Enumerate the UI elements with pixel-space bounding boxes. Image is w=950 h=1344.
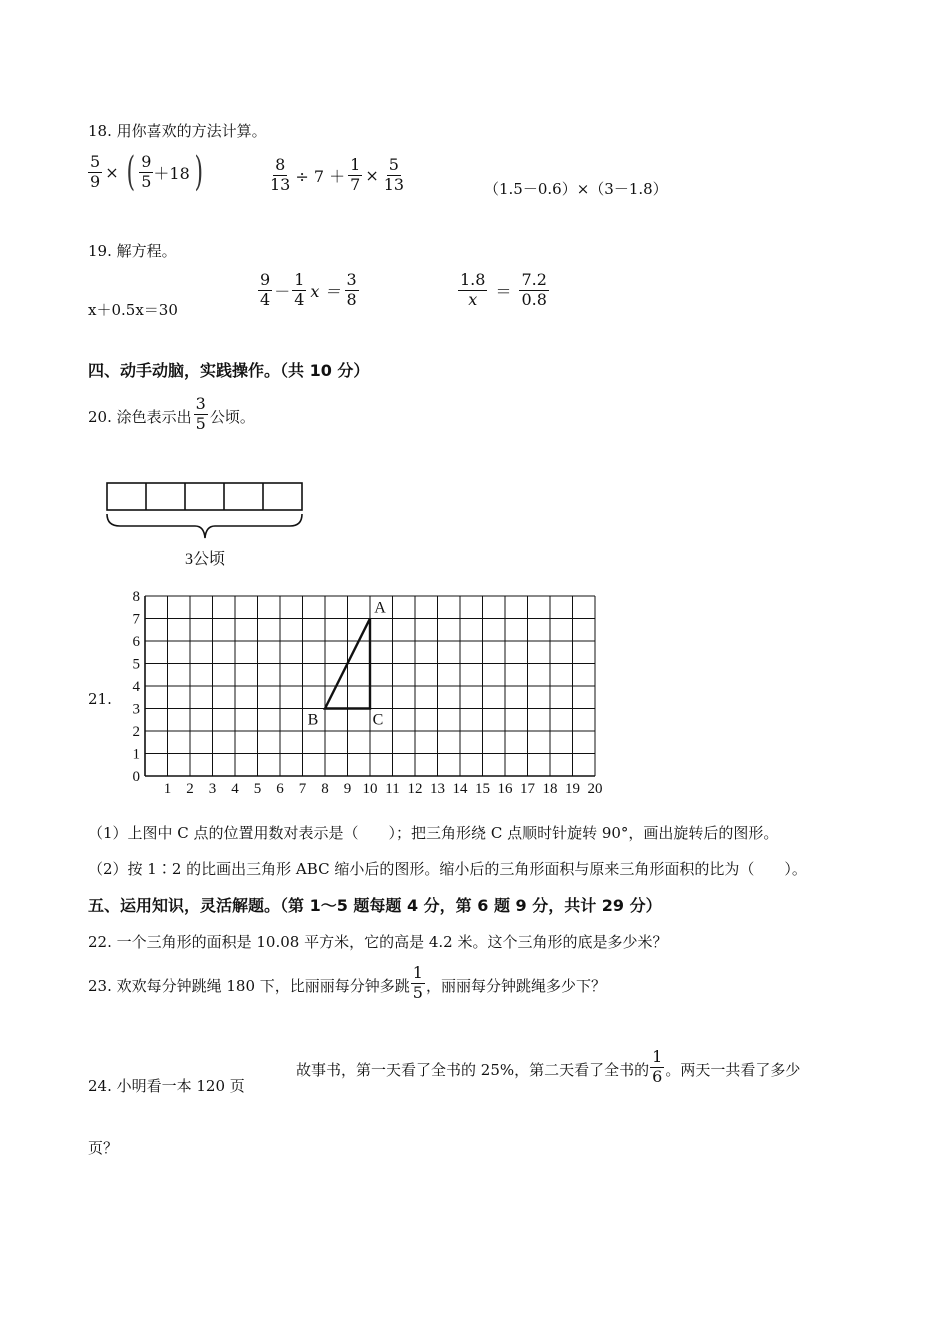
fraction: $\frac{9}{4}$: [260, 270, 271, 309]
y-tick-label: 1: [132, 746, 140, 763]
x-tick-label: 15: [475, 781, 490, 797]
strip-boxes: [107, 483, 302, 510]
x-tick-label: 5: [253, 781, 262, 797]
fraction: $\frac{1}{6}$: [652, 1047, 663, 1086]
y-axis-ticks: [133, 589, 141, 785]
brace-label: 3公顷: [184, 551, 226, 568]
q24-text-part4: 页？: [88, 1139, 119, 1157]
x-tick-label: 4: [231, 781, 239, 797]
q18-expression-2: [268, 157, 406, 194]
operator: ＋18: [153, 163, 190, 183]
vertex-label-b: B: [307, 711, 319, 729]
fraction: $\frac{3}{5}$: [195, 394, 206, 433]
vertex-label-a: A: [374, 599, 386, 617]
paren-open: (: [126, 149, 135, 195]
x-tick-label: 18: [542, 781, 558, 797]
y-tick-label: 8: [132, 589, 140, 605]
operator: ÷ 7 ＋: [295, 166, 346, 186]
x-tick-label: 16: [497, 781, 513, 797]
fraction: $\frac{5}{13}$: [383, 155, 405, 194]
q24-text-part1: 24. 小明看一本 120 页: [88, 1077, 245, 1095]
fraction: $\frac{9}{5}$: [141, 151, 152, 191]
x-tick-label: 8: [321, 781, 329, 797]
fraction: $\frac{8}{13}$: [270, 155, 291, 194]
section-4-title: 四、动手动脑，实践操作。（共 10 分）: [88, 361, 370, 380]
paren-close: ): [194, 149, 203, 195]
q19-equation-1: x＋0.5x＝30: [88, 301, 178, 319]
q21-sub-question-1: （1）上图中 C 点的位置用数对表示是（ ）；把三角形绕 C 点顺时针旋转 90°，画出旋转后的图形。: [88, 824, 779, 842]
q19-equation-3: [458, 272, 549, 309]
x-axis-ticks: [164, 781, 603, 797]
y-tick-label: 4: [132, 679, 140, 695]
y-tick-label: 2: [132, 724, 140, 740]
q22-text: 22. 一个三角形的面积是 10.08 平方米，它的高是 4.2 米。这个三角形的底是多少米？: [88, 933, 668, 951]
x-tick-label: 2: [186, 781, 194, 797]
x-tick-label: 12: [407, 781, 423, 797]
x-tick-label: 6: [276, 781, 284, 797]
fraction: $\frac{1}{7}$: [350, 155, 361, 194]
fraction: $\frac{1}{4}$: [294, 270, 305, 309]
operator: x ＝: [310, 281, 341, 301]
fraction: $\frac{1.8}{x}$: [460, 270, 486, 309]
strip-outline: [107, 483, 302, 510]
operator: －: [274, 281, 291, 301]
hectare-strip-diagram: [100, 478, 315, 573]
q24-text-part2: 故事书，第一天看了全书的 25%，第二天看了全书的 $\frac{1}{6}$ 。两天一共看了多少: [296, 1047, 801, 1086]
x-tick-label: 1: [163, 781, 172, 797]
section-5-title: 五、运用知识，灵活解题。（第 1～5 题每题 4 分，第 6 题 9 分，共计 29 分）: [88, 896, 662, 915]
y-tick-label: 0: [132, 769, 140, 785]
q21-sub-question-2: （2）按 1∶2 的比画出三角形 ABC 缩小后的图形。缩小后的三角形面积与原来三角形面积的比为（ ）。: [88, 860, 807, 878]
x-tick-label: 10: [362, 781, 378, 797]
q23-text: 23. 欢欢每分钟跳绳 180 下，比丽丽每分钟多跳 $\frac{1}{5}$ ，丽丽每分钟跳绳多少下？: [88, 963, 606, 1002]
fraction: $\frac{7.2}{0.8}$: [521, 270, 547, 309]
x-tick-label: 20: [587, 781, 603, 797]
q21-label: 21.: [88, 690, 112, 708]
fraction: $\frac{3}{8}$: [346, 270, 357, 309]
y-tick-label: 6: [132, 634, 140, 650]
x-tick-label: 19: [565, 781, 580, 797]
q18-label: 18. 用你喜欢的方法计算。: [88, 122, 267, 140]
operator: ×: [105, 162, 119, 182]
q20-prompt: 20. 涂色表示出 $\frac{3}{5}$ 公顷。: [88, 394, 255, 433]
operator: ×: [365, 165, 379, 185]
x-tick-label: 7: [298, 781, 307, 797]
x-tick-label: 13: [430, 781, 445, 797]
x-tick-label: 9: [343, 781, 352, 797]
q18-expression-3: （1.5－0.6）×（3－1.8）: [484, 180, 668, 198]
x-tick-label: 11: [385, 781, 400, 797]
coordinate-grid: [125, 585, 615, 800]
x-tick-label: 3: [208, 781, 217, 797]
q18-expression-1: [88, 149, 207, 195]
operator: ＝: [495, 281, 512, 301]
x-tick-label: 17: [520, 781, 535, 797]
curly-brace: [107, 514, 302, 538]
vertex-label-c: C: [372, 711, 384, 729]
y-tick-label: 5: [132, 656, 140, 673]
fraction: $\frac{5}{9}$: [90, 151, 101, 191]
fraction: $\frac{1}{5}$: [412, 963, 423, 1002]
q19-equation-2: [258, 272, 359, 309]
x-tick-label: 14: [452, 781, 468, 797]
q19-label: 19. 解方程。: [88, 242, 177, 260]
y-tick-label: 7: [132, 611, 140, 628]
y-tick-label: 3: [132, 701, 140, 718]
